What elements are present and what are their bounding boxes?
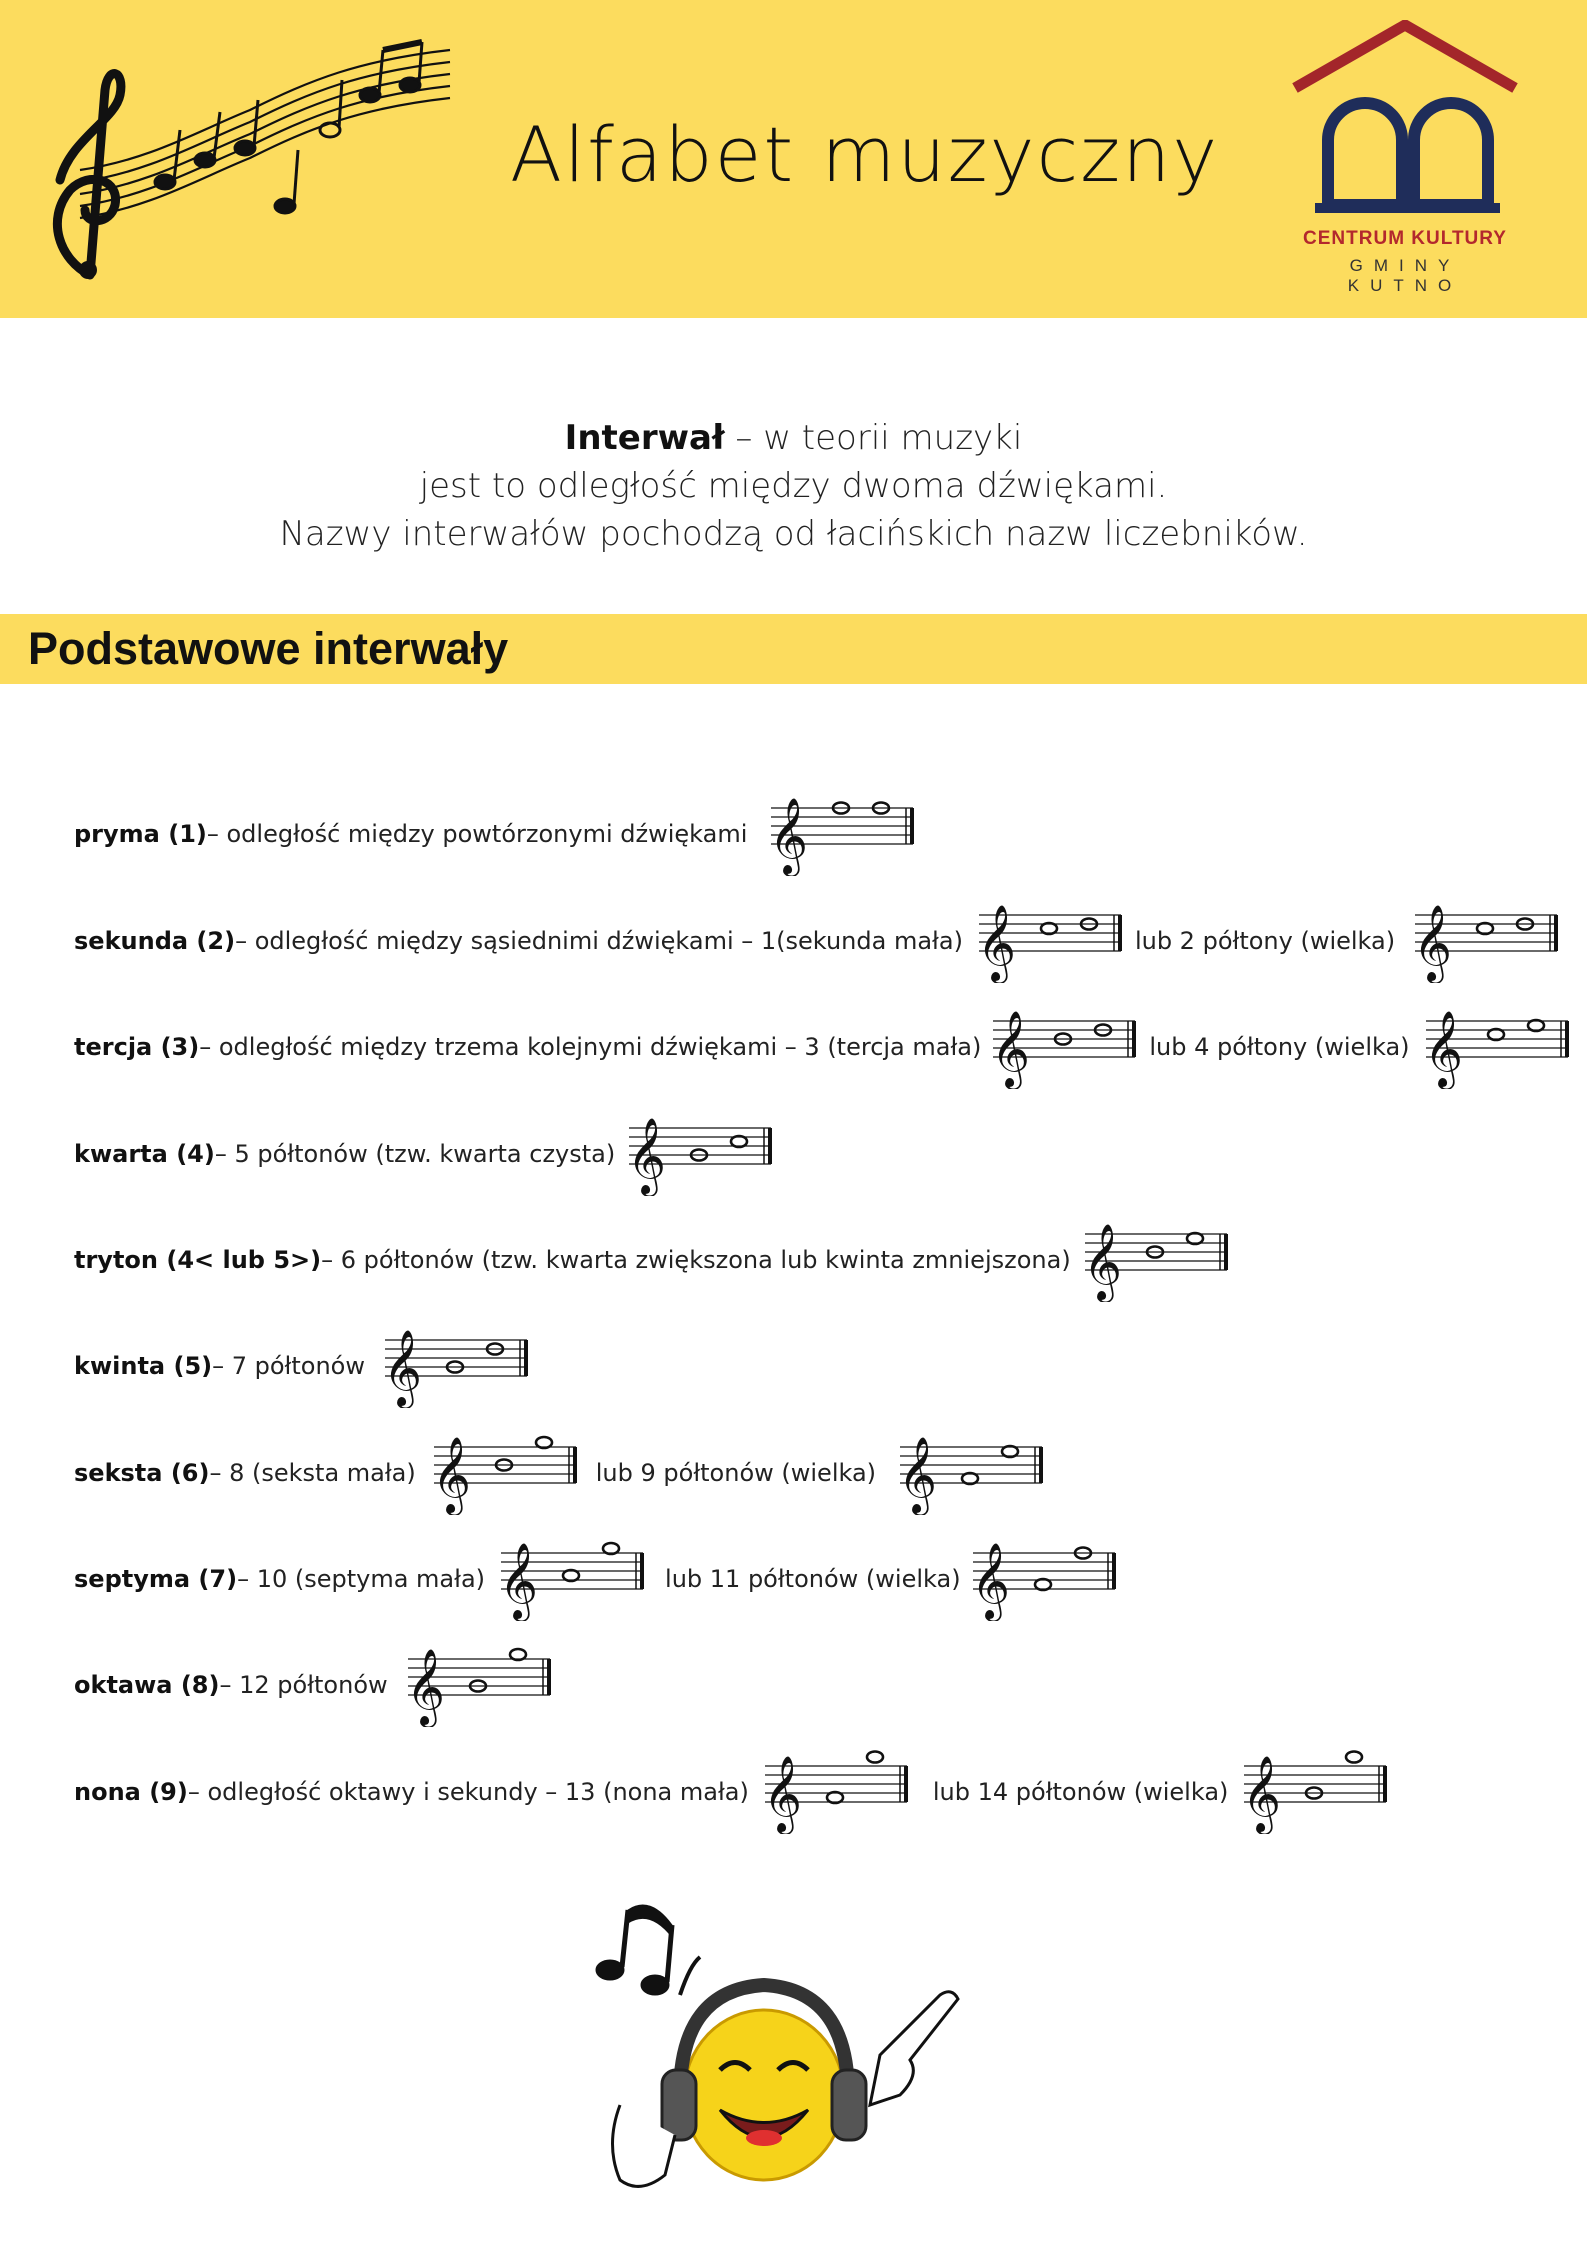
interval-term: sekunda (2) [74, 927, 236, 955]
interval-row-oktawa [74, 1640, 558, 1730]
interval-term: nona (9) [74, 1778, 188, 1806]
treble-clef-icon: 𝄞 [1423, 1010, 1463, 1087]
whole-note [536, 1437, 552, 1448]
staff-notation-icon [963, 1531, 1123, 1627]
interval-description: – 5 półtonów (tzw. kwarta czysta) [214, 1140, 616, 1168]
treble-clef-icon: 𝄞 [1082, 1223, 1122, 1300]
house-logo-icon [1290, 20, 1520, 220]
whole-note [867, 1752, 883, 1763]
whole-note [1035, 1579, 1051, 1590]
interval-row-tercja [74, 1002, 1576, 1092]
whole-note [731, 1136, 747, 1147]
whole-note [962, 1473, 978, 1484]
treble-clef-icon: 𝄞 [627, 1117, 667, 1194]
whole-note [1488, 1029, 1504, 1040]
interval-description: – odległość między trzema kolejnymi dźwiękami – 3 (tercja mała) [199, 1033, 982, 1061]
treble-clef-icon: 𝄞 [769, 797, 809, 874]
interval-description: – 6 półtonów (tzw. kwarta zwiększona lub kwinta zmniejszona) [321, 1246, 1071, 1274]
treble-clef-icon: 𝄞 [970, 1542, 1010, 1619]
interval-row-seksta [74, 1428, 1050, 1518]
treble-clef-icon: 𝄞 [1413, 904, 1453, 981]
interval-description: – odległość między sąsiednimi dźwiękami – 1(sekunda mała) [235, 927, 963, 955]
whole-note [510, 1649, 526, 1660]
intro-line1-rest: – w teorii muzyki [724, 418, 1023, 458]
interval-row-nona [74, 1747, 1394, 1837]
staff-notation-icon [491, 1531, 651, 1627]
interval-description: – 10 (septyma mała) [237, 1565, 486, 1593]
treble-clef-icon: 𝄞 [499, 1542, 539, 1619]
interval-term: kwarta (4) [74, 1140, 215, 1168]
treble-clef-staff-decoration [30, 20, 470, 290]
treble-clef-icon: 𝄞 [991, 1010, 1031, 1087]
intro-line3: Nazwy interwałów pochodzą od łacińskich nazw liczebników. [279, 514, 1308, 554]
interval-alternative: lub 2 półtony (wielka) [1134, 927, 1396, 955]
interval-description: – 12 półtonów [219, 1671, 388, 1699]
interval-description: – 8 (seksta mała) [209, 1459, 416, 1487]
interval-term: kwinta (5) [74, 1352, 213, 1380]
whole-note [1041, 923, 1057, 934]
staff-notation-icon [969, 893, 1129, 989]
interval-term: tryton (4< lub 5>) [74, 1246, 322, 1274]
interval-term: septyma (7) [74, 1565, 238, 1593]
music-notes-icon [596, 1905, 700, 1995]
intro-term: Interwał [564, 418, 725, 458]
intro-line1 [0, 414, 1587, 462]
centrum-kultury-logo [1290, 20, 1520, 295]
smiley-headphones-icon [580, 1895, 1000, 2215]
logo-text-line1: CENTRUM KULTURY [1303, 228, 1507, 249]
whole-note [1477, 923, 1493, 934]
staff-notation-icon [755, 1744, 915, 1840]
interval-description: – odległość między powtórzonymi dźwiękami [206, 820, 748, 848]
interval-row-pryma [74, 789, 921, 879]
staff-notation-icon [890, 1425, 1050, 1521]
interval-alternative: lub 4 półtony (wielka) [1149, 1033, 1410, 1061]
treble-clef-icon: 𝄞 [762, 1755, 802, 1832]
interval-alternative: lub 11 półtonów (wielka) [665, 1565, 961, 1593]
staff-notation-icon [1075, 1212, 1235, 1308]
interval-alternative: lub 14 półtonów (wielka) [932, 1778, 1229, 1806]
interval-row-septyma [74, 1534, 1123, 1624]
interval-term: pryma (1) [74, 820, 207, 848]
interval-row-sekunda [74, 896, 1565, 986]
staff-notation-icon [1405, 893, 1565, 989]
treble-clef-icon: 𝄞 [1242, 1755, 1282, 1832]
interval-description: – odległość oktawy i sekundy – 13 (nona mała) [187, 1778, 749, 1806]
interval-term: tercja (3) [74, 1033, 200, 1061]
interval-description: – 7 półtonów [212, 1352, 365, 1380]
logo-text-line2: GMINY KUTNO [1347, 256, 1463, 295]
treble-clef-icon: 𝄞 [898, 1436, 938, 1513]
whole-note [1002, 1446, 1018, 1457]
staff-notation-icon [1416, 999, 1576, 1095]
staff-notation-icon [398, 1637, 558, 1733]
section-header-bar [0, 614, 1587, 684]
section-title: Podstawowe interwały [28, 623, 509, 674]
staff-notation-icon [1234, 1744, 1394, 1840]
whole-note [1346, 1752, 1362, 1763]
staff-notation-icon [375, 1318, 535, 1414]
whole-note [827, 1792, 843, 1803]
treble-clef-icon: 𝄞 [383, 1329, 423, 1406]
staff-notation-icon [983, 999, 1143, 1095]
intro-paragraph [0, 414, 1587, 558]
staff-notation-icon [424, 1425, 584, 1521]
treble-clef-icon: 𝄞 [405, 1648, 445, 1725]
intro-line2: jest to odległość między dwoma dźwiękami. [419, 466, 1168, 506]
interval-row-kwinta [74, 1321, 535, 1411]
interval-alternative: lub 9 półtonów (wielka) [595, 1459, 877, 1487]
interval-term: oktawa (8) [74, 1671, 220, 1699]
interval-row-kwarta [74, 1109, 779, 1199]
staff-notation-icon [619, 1106, 779, 1202]
interval-term: seksta (6) [74, 1459, 210, 1487]
header-banner [0, 0, 1587, 318]
page-title: Alfabet muzyczny [510, 110, 1220, 199]
whole-note [603, 1543, 619, 1554]
treble-clef-icon: 𝄞 [431, 1436, 471, 1513]
whole-note [1187, 1233, 1203, 1244]
staff-notation-icon [761, 786, 921, 882]
whole-note [563, 1570, 579, 1581]
treble-clef-icon: 𝄞 [976, 904, 1016, 981]
whole-note [1528, 1020, 1544, 1031]
interval-row-tryton [74, 1215, 1235, 1305]
